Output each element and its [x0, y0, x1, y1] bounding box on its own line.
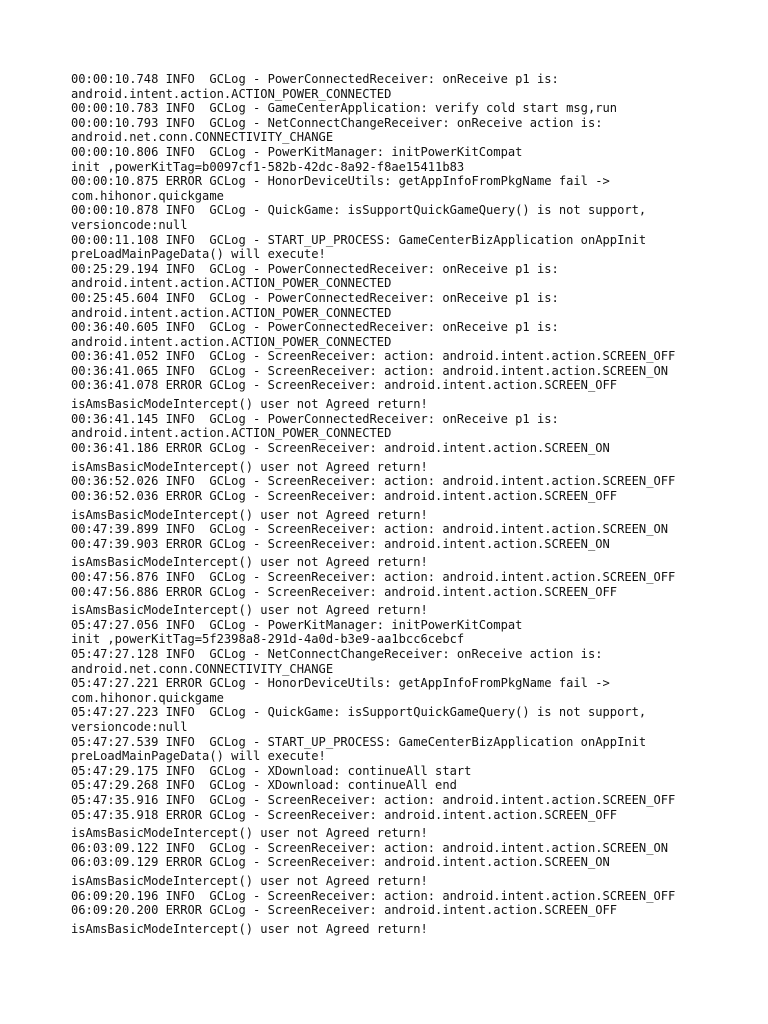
log-line: isAmsBasicModeIntercept() user not Agreed return!: [71, 459, 428, 474]
log-line: isAmsBasicModeIntercept() user not Agreed return!: [71, 603, 428, 618]
log-line: 00:36:40.605 INFO GCLog - PowerConnectedReceiver: onReceive p1 is:: [71, 320, 559, 335]
log-line: 00:36:41.078 ERROR GCLog - ScreenReceiver: android.intent.action.SCREEN_OFF: [71, 378, 618, 393]
log-line: 00:47:56.876 INFO GCLog - ScreenReceiver: action: android.intent.action.SCREEN_OFF: [71, 569, 676, 584]
log-line: 05:47:35.916 INFO GCLog - ScreenReceiver: action: android.intent.action.SCREEN_OFF: [71, 792, 676, 807]
log-text-block: [71, 72, 741, 937]
log-line: android.intent.action.ACTION_POWER_CONNECTED: [71, 86, 392, 101]
log-line: init ,powerKitTag=b0097cf1-582b-42dc-8a92-f8ae15411b83: [71, 159, 465, 174]
log-line: init ,powerKitTag=5f2398a8-291d-4a0d-b3e9-aa1bcc6cebcf: [71, 632, 465, 647]
log-line: 00:36:41.145 INFO GCLog - PowerConnectedReceiver: onReceive p1 is:: [71, 411, 559, 426]
log-line: 06:03:09.129 ERROR GCLog - ScreenReceiver: android.intent.action.SCREEN_ON: [71, 855, 610, 870]
log-line: versioncode:null: [71, 720, 188, 734]
log-line: com.hihonor.quickgame: [71, 188, 224, 203]
log-line: isAmsBasicModeIntercept() user not Agreed return!: [71, 874, 428, 889]
log-line: 00:47:39.899 INFO GCLog - ScreenReceiver: action: android.intent.action.SCREEN_ON: [71, 522, 669, 537]
log-line: android.net.conn.CONNECTIVITY_CHANGE: [71, 130, 334, 145]
log-line: android.intent.action.ACTION_POWER_CONNECTED: [71, 426, 392, 441]
log-line: 00:36:41.052 INFO GCLog - ScreenReceiver: action: android.intent.action.SCREEN_OFF: [71, 349, 676, 364]
log-line: com.hihonor.quickgame: [71, 690, 224, 705]
log-line: isAmsBasicModeIntercept() user not Agreed return!: [71, 555, 428, 570]
log-line: 05:47:27.128 INFO GCLog - NetConnectChangeReceiver: onReceive action is:: [71, 647, 603, 662]
log-line: 05:47:27.221 ERROR GCLog - HonorDeviceUtils: getAppInfoFromPkgName fail ->: [71, 676, 610, 691]
log-line: 06:09:20.196 INFO GCLog - ScreenReceiver: action: android.intent.action.SCREEN_OFF: [71, 888, 676, 903]
log-line: 00:36:41.186 ERROR GCLog - ScreenReceiver: android.intent.action.SCREEN_ON: [71, 440, 610, 455]
log-line: android.intent.action.ACTION_POWER_CONNECTED: [71, 305, 392, 320]
log-line: 06:09:20.200 ERROR GCLog - ScreenReceiver: android.intent.action.SCREEN_OFF: [71, 903, 618, 918]
log-line: 05:47:29.268 INFO GCLog - XDownload: continueAll end: [71, 778, 457, 793]
log-line: 06:03:09.122 INFO GCLog - ScreenReceiver: action: android.intent.action.SCREEN_ON: [71, 840, 669, 855]
log-line: android.net.conn.CONNECTIVITY_CHANGE: [71, 661, 334, 676]
log-line: android.intent.action.ACTION_POWER_CONNECTED: [71, 334, 392, 349]
log-line: 00:36:52.026 INFO GCLog - ScreenReceiver: action: android.intent.action.SCREEN_OFF: [71, 474, 676, 489]
log-line: isAmsBasicModeIntercept() user not Agreed return!: [71, 826, 428, 841]
log-line: 05:47:27.223 INFO GCLog - QuickGame: isSupportQuickGameQuery() is not support,: [71, 705, 647, 720]
log-line: 00:00:10.783 INFO GCLog - GameCenterApplication: verify cold start msg,run: [71, 101, 618, 116]
log-line: isAmsBasicModeIntercept() user not Agreed return!: [71, 397, 428, 412]
log-line: 00:00:10.878 INFO GCLog - QuickGame: isSupportQuickGameQuery() is not support,: [71, 203, 647, 218]
log-line: preLoadMainPageData() will execute!: [71, 749, 326, 764]
log-line: 00:00:10.748 INFO GCLog - PowerConnectedReceiver: onReceive p1 is:: [71, 72, 559, 86]
log-line: preLoadMainPageData() will execute!: [71, 247, 326, 262]
log-line: 05:47:27.539 INFO GCLog - START_UP_PROCESS: GameCenterBizApplication onAppInit: [71, 734, 647, 749]
log-line: isAmsBasicModeIntercept() user not Agreed return!: [71, 507, 428, 522]
log-line: 05:47:35.918 ERROR GCLog - ScreenReceiver: android.intent.action.SCREEN_OFF: [71, 807, 618, 822]
log-line: 00:47:39.903 ERROR GCLog - ScreenReceiver: android.intent.action.SCREEN_ON: [71, 536, 610, 551]
log-line: isAmsBasicModeIntercept() user not Agreed return!: [71, 922, 428, 936]
log-line: versioncode:null: [71, 217, 188, 232]
log-line: 00:00:10.806 INFO GCLog - PowerKitManager: initPowerKitCompat: [71, 144, 523, 159]
log-line: 00:00:10.793 INFO GCLog - NetConnectChangeReceiver: onReceive action is:: [71, 115, 603, 130]
log-line: 05:47:27.056 INFO GCLog - PowerKitManager: initPowerKitCompat: [71, 617, 523, 632]
log-line: 00:00:10.875 ERROR GCLog - HonorDeviceUtils: getAppInfoFromPkgName fail ->: [71, 174, 610, 189]
log-line: 00:25:45.604 INFO GCLog - PowerConnectedReceiver: onReceive p1 is:: [71, 290, 559, 305]
log-line: 00:36:52.036 ERROR GCLog - ScreenReceiver: android.intent.action.SCREEN_OFF: [71, 488, 618, 503]
log-line: 05:47:29.175 INFO GCLog - XDownload: continueAll start: [71, 763, 472, 778]
log-line: android.intent.action.ACTION_POWER_CONNECTED: [71, 276, 392, 291]
log-line: 00:47:56.886 ERROR GCLog - ScreenReceiver: android.intent.action.SCREEN_OFF: [71, 584, 618, 599]
log-line: 00:00:11.108 INFO GCLog - START_UP_PROCESS: GameCenterBizApplication onAppInit: [71, 232, 647, 247]
log-line: 00:25:29.194 INFO GCLog - PowerConnectedReceiver: onReceive p1 is:: [71, 261, 559, 276]
log-line: 00:36:41.065 INFO GCLog - ScreenReceiver: action: android.intent.action.SCREEN_ON: [71, 363, 669, 378]
